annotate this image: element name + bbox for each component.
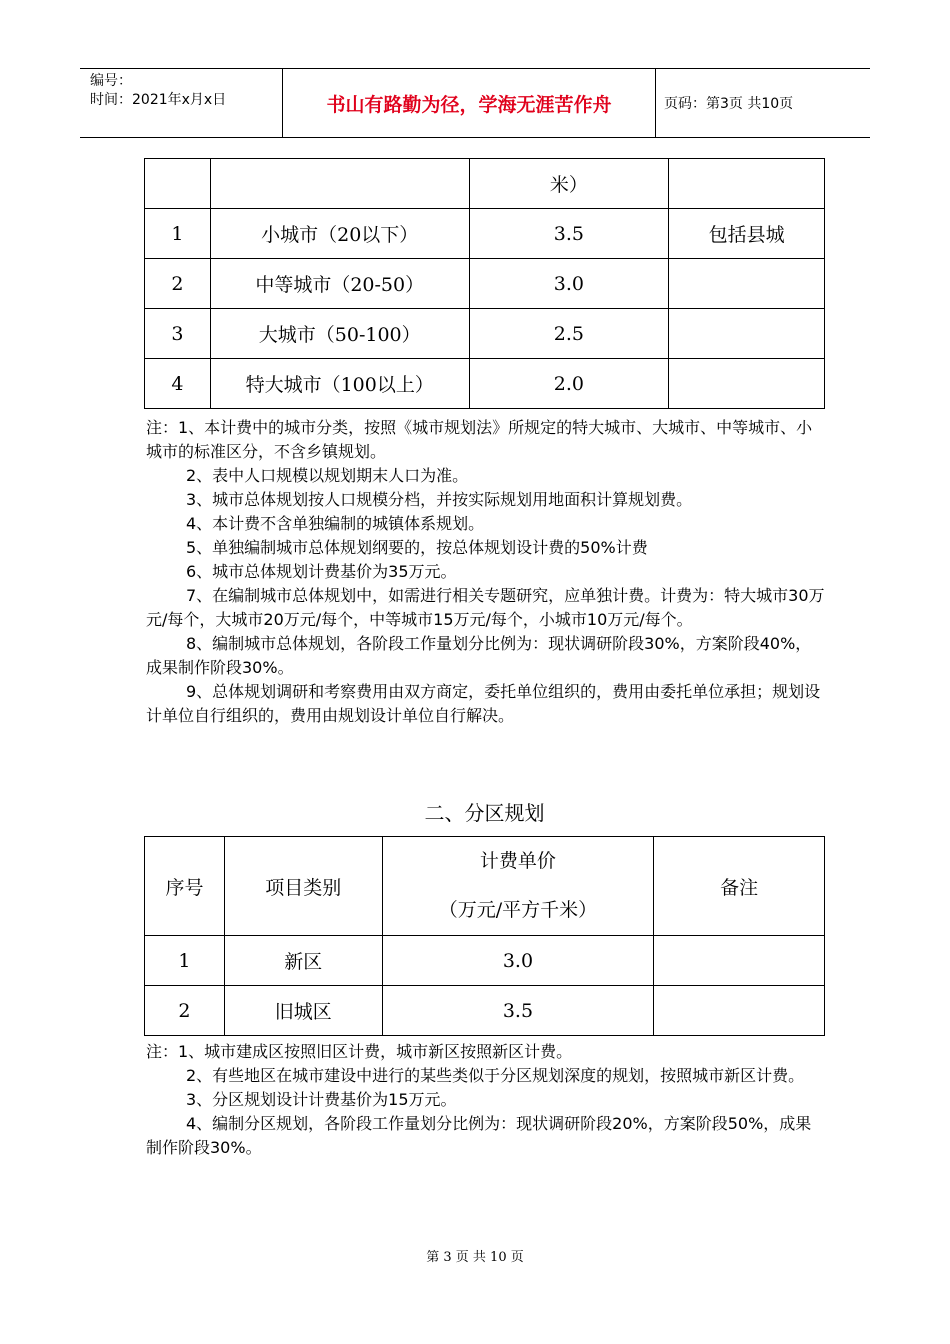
- fee-price: 2.5: [469, 309, 669, 359]
- city-type: 中等城市（20-50）: [210, 259, 469, 309]
- remark: [654, 936, 825, 986]
- partial-header-cell: 米）: [469, 159, 669, 209]
- note-item: 5、单独编制城市总体规划纲要的，按总体规划设计费的50%计费: [186, 538, 648, 557]
- row-number: 1: [145, 209, 211, 259]
- number-label: 编号：: [90, 73, 132, 89]
- area-type: 新区: [224, 936, 382, 986]
- section-title: 二、分区规划: [424, 801, 545, 825]
- note-item: 注：1、本计费中的城市分类，按照《城市规划法》所规定的特大城市、大城市、中等城市、小城市的标准区分，不含乡镇规划。: [146, 418, 813, 461]
- fee-price: 3.5: [382, 986, 654, 1036]
- notes-section-1: [146, 416, 826, 728]
- header-no: 序号: [145, 837, 225, 936]
- header-price-line2: （万元/平方千米）: [438, 899, 598, 921]
- header-note: 备注: [654, 837, 825, 936]
- header-price-line1: 计费单价: [479, 850, 556, 872]
- note-item: 6、城市总体规划计费基价为35万元。: [186, 562, 457, 581]
- fee-price: 3.5: [469, 209, 669, 259]
- fee-price: 2.0: [469, 359, 669, 409]
- header-meta: [80, 69, 283, 137]
- city-plan-fee-table: [144, 158, 825, 409]
- remark: [669, 309, 825, 359]
- row-number: 3: [145, 309, 211, 359]
- row-number: 4: [145, 359, 211, 409]
- note-item: 注：1、城市建成区按照旧区计费，城市新区按照新区计费。: [146, 1042, 573, 1061]
- table-row: [145, 309, 825, 359]
- page-footer: 第 3 页 共 10 页: [426, 1250, 524, 1265]
- city-type: 特大城市（100以上）: [210, 359, 469, 409]
- row-number: 1: [145, 936, 225, 986]
- table-row: [145, 259, 825, 309]
- row-number: 2: [145, 259, 211, 309]
- page-header: [80, 68, 870, 138]
- table-cell: [145, 159, 211, 209]
- remark: [669, 359, 825, 409]
- table-row: [145, 359, 825, 409]
- district-plan-fee-table: [144, 836, 825, 1036]
- city-type: 小城市（20以下）: [210, 209, 469, 259]
- note-item: 9、总体规划调研和考察费用由双方商定，委托单位组织的，费用由委托单位承担；规划设计单位自行组织的，费用由规划设计单位自行解决。: [146, 682, 821, 725]
- row-number: 2: [145, 986, 225, 1036]
- table-cell: [210, 159, 469, 209]
- header-motto: 书山有路勤为径，学海无涯苦作舟: [283, 69, 656, 137]
- table-row: [145, 209, 825, 259]
- city-type: 大城市（50-100）: [210, 309, 469, 359]
- note-item: 8、编制城市总体规划，各阶段工作量划分比例为：现状调研阶段30%，方案阶段40%，成果制作阶段30%。: [146, 634, 812, 677]
- fee-price: 3.0: [382, 936, 654, 986]
- remark: [669, 259, 825, 309]
- note-item: 4、本计费不含单独编制的城镇体系规划。: [186, 514, 485, 533]
- table-row: [145, 159, 825, 209]
- fee-price: 3.0: [469, 259, 669, 309]
- remark: [654, 986, 825, 1036]
- note-item: 2、有些地区在城市建设中进行的某些类似于分区规划深度的规划，按照城市新区计费。: [186, 1066, 805, 1085]
- note-item: 4、编制分区规划，各阶段工作量划分比例为：现状调研阶段20%，方案阶段50%，成果制作阶段30%。: [146, 1114, 812, 1157]
- header-type: 项目类别: [224, 837, 382, 936]
- table-header-row: [145, 837, 825, 936]
- note-item: 3、城市总体规划按人口规模分档，并按实际规划用地面积计算规划费。: [186, 490, 693, 509]
- header-page-info: 页码：第3页 共10页: [664, 96, 794, 112]
- remark: 包括县城: [669, 209, 825, 259]
- table-row: [145, 986, 825, 1036]
- notes-section-2: [146, 1040, 826, 1160]
- note-item: 2、表中人口规模以规划期末人口为准。: [186, 466, 469, 485]
- note-item: 3、分区规划设计计费基价为15万元。: [186, 1090, 457, 1109]
- date-line: 时间：2021年x月x日: [90, 92, 227, 108]
- table-row: [145, 936, 825, 986]
- header-price: [382, 837, 654, 936]
- area-type: 旧城区: [224, 986, 382, 1036]
- table-cell: [669, 159, 825, 209]
- note-item: 7、在编制城市总体规划中，如需进行相关专题研究，应单独计费。计费为：特大城市30万元/每个，大城市20万元/每个，中等城市15万元/每个，小城市10万元/每个。: [146, 586, 825, 629]
